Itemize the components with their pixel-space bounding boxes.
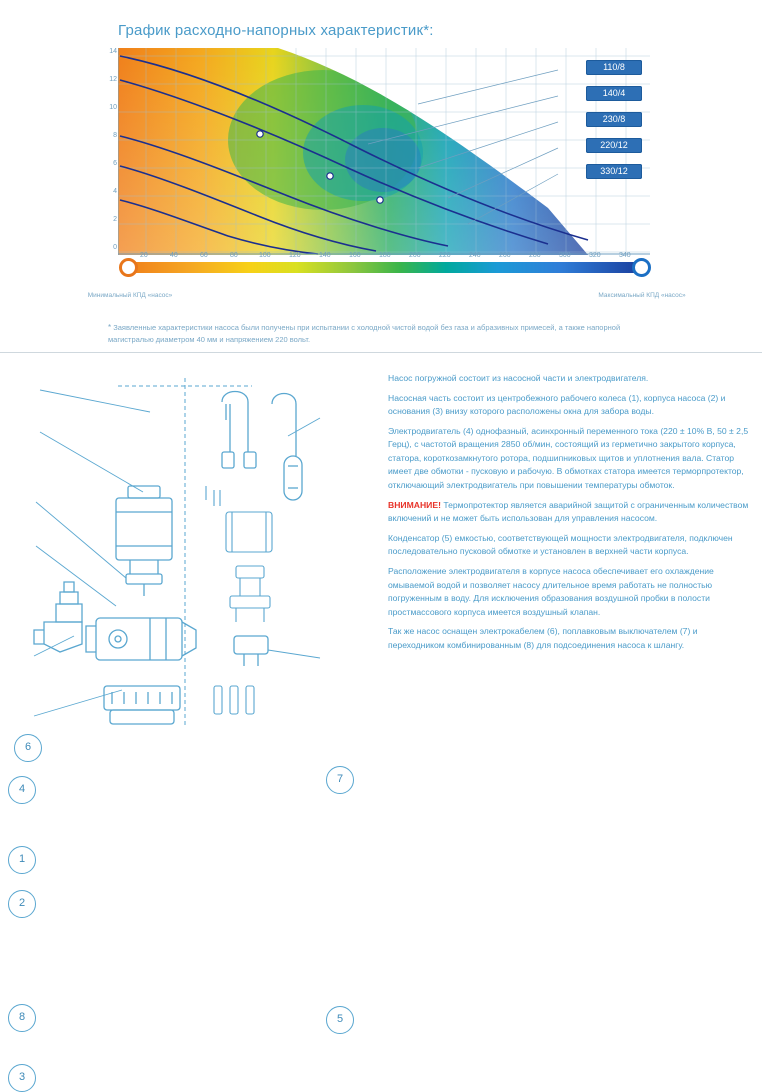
- efficiency-gradient-bar: [127, 262, 641, 273]
- y-tick-0: 0: [113, 244, 117, 251]
- legend-item-2[interactable]: 230/8: [586, 112, 642, 127]
- x-tick-5: 120: [289, 252, 301, 259]
- x-tick-6: 140: [319, 252, 331, 259]
- pump-body-part: [86, 618, 196, 660]
- pump-exploded-diagram: [0, 360, 382, 1083]
- power-cable-part: [222, 392, 256, 469]
- x-tick-2: 60: [200, 252, 208, 259]
- y-tick-10: 10: [109, 104, 117, 111]
- x-tick-9: 200: [409, 252, 421, 259]
- description-text: [388, 372, 756, 658]
- x-tick-1: 40: [170, 252, 178, 259]
- y-axis-labels: [99, 50, 117, 256]
- internal-parts-stack: [206, 486, 272, 714]
- description-paragraph-0: Насос погружной состоит из насосной части и электродвигателя.: [388, 373, 649, 383]
- chart-plot: [118, 48, 650, 255]
- x-tick-13: 280: [529, 252, 541, 259]
- callout-7[interactable]: 7: [326, 766, 354, 794]
- description-paragraph-1: Насосная часть состоит из центробежного рабочего колеса (1), корпуса насоса (2) и основания (3) внизу которого расположены окна для забора воды.: [388, 392, 726, 417]
- callout-1[interactable]: 1: [8, 846, 36, 874]
- x-tick-7: 160: [349, 252, 361, 259]
- x-tick-14: 300: [559, 252, 571, 259]
- callout-3[interactable]: 3: [8, 1064, 36, 1092]
- callout-leaders: [34, 390, 320, 716]
- x-tick-10: 220: [439, 252, 451, 259]
- legend-item-3[interactable]: 220/12: [586, 138, 642, 153]
- chart-title: График расходно-напорных характеристик*:: [118, 22, 434, 39]
- callout-5[interactable]: 5: [326, 1006, 354, 1034]
- section-divider: [0, 352, 762, 353]
- warning-label: ВНИМАНИЕ!: [388, 499, 441, 510]
- footnote-marker: *: [108, 323, 112, 332]
- capacitor-part: [234, 636, 268, 666]
- float-switch-part: [272, 394, 302, 501]
- callout-4[interactable]: 4: [8, 776, 36, 804]
- y-tick-12: 12: [109, 76, 117, 83]
- y-tick-6: 6: [113, 160, 117, 167]
- warning-text: Термопротектор является аварийной защитой с ограниченным количеством включений и не может быть использован для управления насосом.: [388, 499, 749, 524]
- gradient-min-label: Минимальный КПД «насос»: [87, 292, 173, 299]
- y-tick-14: 14: [109, 48, 117, 55]
- legend-item-1[interactable]: 140/4: [586, 86, 642, 101]
- y-tick-2: 2: [113, 216, 117, 223]
- description-paragraph-2: Электродвигатель (4) однофазный, асинхронный переменного тока (220 ± 10% В, 50 ± 2,5 Герц), с частотой вращения 2850 об/мин, состоящий из герметично закрытого корпуса, статора, короткозамкнутого ротора, подшипниковых щитов и уплотнения вала. Статор имеет две обмотки - пусковую и рабочую. В обмотках статора имеется терморпротектор, отключающий электродвигатель при повышении температуры обмоток.: [388, 425, 749, 491]
- description-paragraph-5: Так же насос оснащен электрокабелем (6), поплавковым выключателем (7) и переходником комбинированным (8) для подсоединения насоса к шлангу.: [388, 626, 698, 650]
- hose-adapter-part: [34, 582, 82, 652]
- diagram-svg: [0, 360, 382, 760]
- y-tick-8: 8: [113, 132, 117, 139]
- gradient-max-label: Максимальный КПД «насос»: [598, 292, 686, 299]
- chart-area: [118, 48, 650, 255]
- callout-6[interactable]: 6: [14, 734, 42, 762]
- x-tick-4: 100: [259, 252, 271, 259]
- x-tick-16: 340: [619, 252, 631, 259]
- legend-item-0[interactable]: 110/8: [586, 60, 642, 75]
- chart-footnote: [108, 322, 653, 345]
- gradient-max-knob[interactable]: [632, 258, 651, 277]
- footnote-text: Заявленные характеристики насоса были получены при испытании с холодной чистой водой без газа и абразивных примесей, а также напорной магистралью диаметром 40 мм и напряжением 220 вольт.: [108, 323, 621, 344]
- gradient-min-knob[interactable]: [119, 258, 138, 277]
- x-tick-11: 240: [469, 252, 481, 259]
- callout-2[interactable]: 2: [8, 890, 36, 918]
- x-tick-3: 80: [230, 252, 238, 259]
- x-tick-12: 260: [499, 252, 511, 259]
- motor-part: [116, 486, 172, 596]
- warning-paragraph: [388, 499, 756, 526]
- callout-8[interactable]: 8: [8, 1004, 36, 1032]
- description-paragraph-4: Расположение электродвигателя в корпусе насоса обеспечивает его охлаждение омываемой водой и позволяет насосу длительное время работать не полностью погруженным в воду. Для исключения образования воздушной пробки в полости простмассового корпуса имеется воздушный клапан.: [388, 565, 714, 617]
- y-tick-4: 4: [113, 188, 117, 195]
- x-tick-8: 180: [379, 252, 391, 259]
- x-tick-15: 320: [589, 252, 601, 259]
- legend-item-4[interactable]: 330/12: [586, 164, 642, 179]
- x-tick-0: 20: [140, 252, 148, 259]
- description-paragraph-3: Конденсатор (5) емкостью, соответствующей мощности электродвигателя, подключен последовательно пусковой обмотке и установлен в верхней части корпуса.: [388, 532, 733, 557]
